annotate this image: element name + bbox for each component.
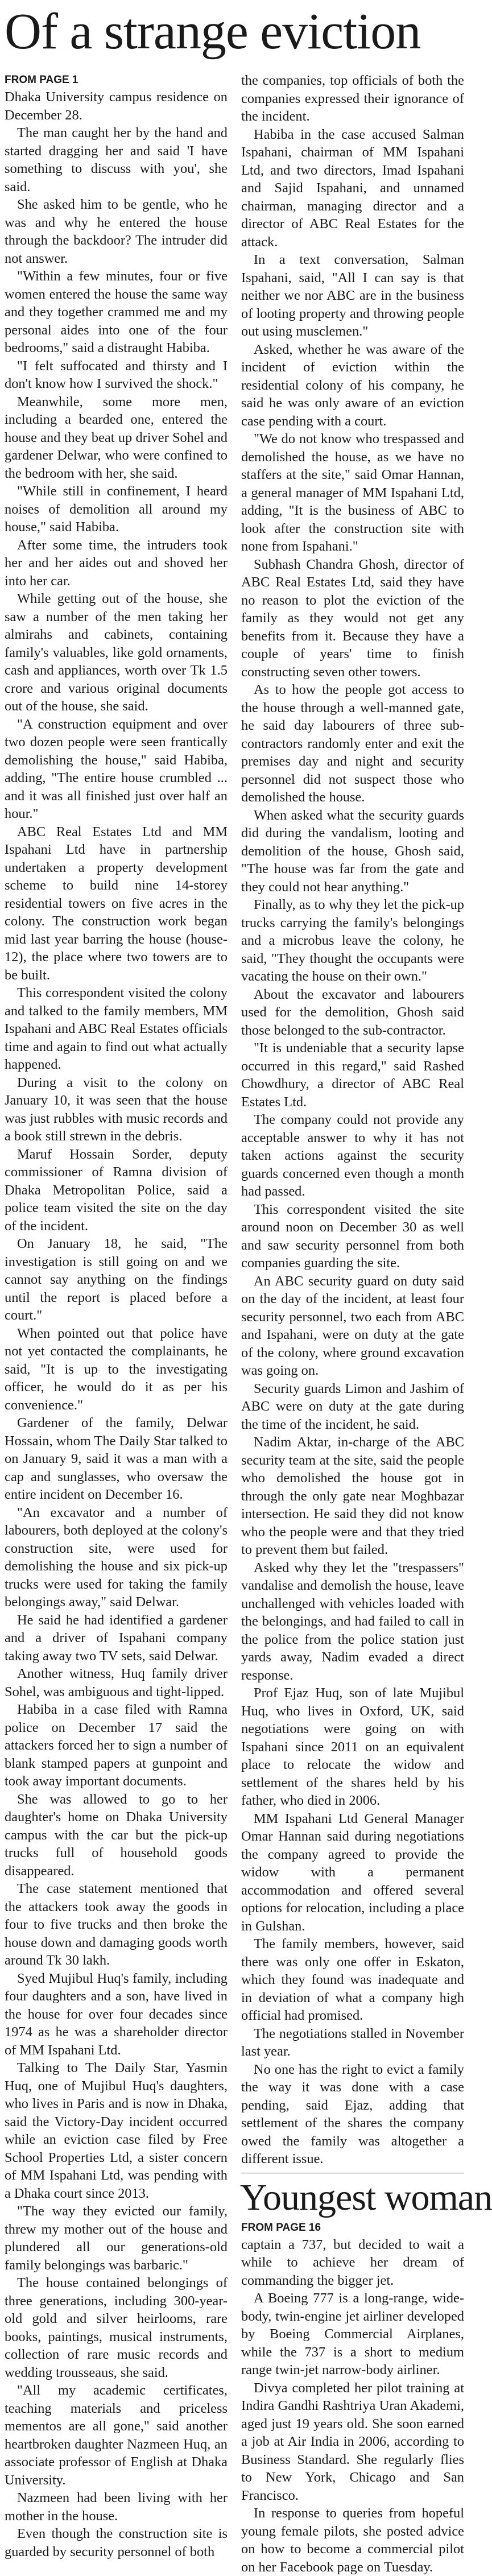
paragraph: Syed Mujibul Huq's family, including four daughters and a son, have lived in the house for over four decades since 1974 as he was a shareholder director of MM Ispahani Ltd. bbox=[5, 1970, 228, 2060]
paragraph: Habiba in the case accused Salman Ispahani, chairman of MM Ispahani Ltd, and two directors, Imad Ispahani and Sajid Ispahani, and unnamed chairman, managing director and a director of ABC Real Estates for the attack. bbox=[241, 126, 464, 251]
paragraph: "It is undeniable that a security lapse occurred in this regard," said Rashed Chowdhury, a director of ABC Real Estates Ltd. bbox=[241, 1039, 464, 1111]
paragraph: The company could not provide any acceptable answer to why it has not taken actions against the security guards concerned even though a month had passed. bbox=[241, 1111, 464, 1201]
paragraph: the companies, top officials of both the companies expressed their ignorance of the incident. bbox=[241, 72, 464, 126]
paragraph: Meanwhile, some more men, including a bearded one, entered the house and they beat up driver Sohel and gardener Delwar, who were confined to the bedroom with her, she said. bbox=[5, 393, 228, 483]
paragraph: Even though the construction site is guarded by security personnel of both bbox=[5, 2525, 228, 2561]
left-column bbox=[5, 72, 228, 2561]
paragraph: "An excavator and a number of labourers, both deployed at the colony's construction site, were used for demolishing the house and six pick-up trucks were used for taking the family belongings away," said Delwar. bbox=[5, 1504, 228, 1611]
paragraph: Nadim Aktar, in-charge of the ABC security team at the site, said the people who demolished the house got in through the only gate near Moghbazar intersection. He said they did not know who the people were and that they tried to prevent them but failed. bbox=[241, 1433, 464, 1559]
paragraph: Subhash Chandra Ghosh, director of ABC Real Estates Ltd, said they have no reason to plot the eviction of the family as they would not get any benefits from it. Because they have a couple of years' time to finish constructing seven other towers. bbox=[241, 556, 464, 681]
second-story-dateline: FROM PAGE 16 bbox=[241, 2220, 464, 2236]
paragraph: She was allowed to go to her daughter's home on Dhaka University campus with the car but the pick-up trucks full of household goods disappeared. bbox=[5, 1791, 228, 1880]
paragraph: This correspondent visited the colony and talked to the family members, MM Ispahani and ABC Real Estates officials time and again to find out what actually happened. bbox=[5, 984, 228, 1074]
left-column-body bbox=[5, 88, 228, 2561]
dateline: FROM PAGE 1 bbox=[5, 72, 228, 88]
paragraph: Gardener of the family, Delwar Hossain, whom The Daily Star talked to on January 9, said it was a man with a cap and sunglasses, who oversaw the entire incident on December 16. bbox=[5, 1414, 228, 1504]
paragraph: ABC Real Estates Ltd and MM Ispahani Ltd have in partnership undertaken a property development scheme to build nine 14-storey residential towers on five acres in the colony. The construction work began mid last year barring the house (house-12), the place where two towers are to be built. bbox=[5, 823, 228, 985]
paragraph: "The way they evicted our family, threw my mother out of the house and plundered all our generations-old family belongings was barbaric." bbox=[5, 2202, 228, 2274]
paragraph: When pointed out that police have not yet contacted the complainants, he said, "It is up to the investigating officer, he would do it as per his convenience." bbox=[5, 1325, 228, 1415]
paragraph: On January 18, he said, "The investigation is still going on and we cannot say anything on the findings until the report is placed before a court." bbox=[5, 1235, 228, 1325]
paragraph: Another witness, Huq family driver Sohel, was ambiguous and tight-lipped. bbox=[5, 1665, 228, 1701]
second-story-headline: Youngest woman bbox=[240, 2176, 464, 2220]
paragraph: Dhaka University campus residence on December 28. bbox=[5, 88, 228, 124]
paragraph: After some time, the intruders took her and her aides out and shoved her into her car. bbox=[5, 536, 228, 590]
paragraph: The case statement mentioned that the attackers took away the goods in four to five trucks and then broke the house down and damaging goods worth around Tk 30 lakh. bbox=[5, 1880, 228, 1970]
paragraph: Divya completed her pilot training at Indira Gandhi Rashtriya Uran Akademi, aged just 19 years old. She soon earned a job at Air India in 2006, according to Business Standard. She regularly flies to New York, Chicago and San Francisco. bbox=[241, 2379, 464, 2505]
paragraph: She asked him to be gentle, who he was and why he entered the house through the backdoor? The intruder did not answer. bbox=[5, 196, 228, 267]
paragraph: The man caught her by the hand and started dragging her and said 'I have something to discuss with you', she said. bbox=[5, 124, 228, 196]
paragraph: "A construction equipment and over two dozen people were seen frantically demolishing the house," said Habiba, adding, "The entire house crumbled ... and it was all finished just over half an hour." bbox=[5, 716, 228, 823]
paragraph: "Within a few minutes, four or five women entered the house the same way and they together crammed me and my personal aides into one of the four bedrooms," said a distraught Habiba. bbox=[5, 267, 228, 357]
paragraph: Nazmeen had been living with her mother in the house. bbox=[5, 2489, 228, 2525]
paragraph: Security guards Limon and Jashim of ABC were on duty at the gate during the time of the incident, he said. bbox=[241, 1380, 464, 1434]
paragraph: No one has the right to evict a family the way it was done with a case pending, said Ejaz, adding that settlement of the shares the company owed the family was altogether a different issue. bbox=[241, 2061, 464, 2168]
paragraph: A Boeing 777 is a long-range, wide-body, twin-engine jet airliner developed by Boeing Commercial Airplanes, while the 737 is a short to medium range twin-jet narrow-body airliner. bbox=[241, 2289, 464, 2379]
paragraph: In response to queries from hopeful young female pilots, she posted advice on how to become a commercial pilot on her Facebook page on Tuesday. bbox=[241, 2504, 464, 2576]
paragraph: During a visit to the colony on January 10, it was seen that the house was just rubbles with music records and a book still strewn in the debris. bbox=[5, 1074, 228, 1146]
right-column bbox=[241, 72, 464, 2576]
paragraph: "I felt suffocated and thirsty and I don't know how I survived the shock." bbox=[5, 357, 228, 393]
paragraph: While getting out of the house, she saw a number of the men taking her almirahs and cabinets, containing family's valuables, like gold ornaments, cash and appliances, worth over Tk 1.5 crore and various original documents out of the house, she said. bbox=[5, 590, 228, 716]
paragraph: Habiba in a case filed with Ramna police on December 17 said the attackers forced her to sign a number of blank stamped papers at gunpoint and took away important documents. bbox=[5, 1701, 228, 1791]
second-story-body bbox=[241, 2236, 464, 2576]
paragraph: Talking to The Daily Star, Yasmin Huq, one of Mujibul Huq's daughters, who lives in Paris and is now in Dhaka, said the Victory-Day incident occurred while an eviction case filed by Free School Properties Ltd, a sister concern of MM Ispahani Ltd, was pending with a Dhaka court since 2013. bbox=[5, 2059, 228, 2202]
paragraph: Prof Ejaz Huq, son of late Mujibul Huq, who lives in Oxford, UK, said negotiations were going on with Ispahani since 2011 on an equivalent place to relocate the widow and settlement of the shares held by his father, who died in 2006. bbox=[241, 1684, 464, 1810]
paragraph: "All my academic certificates, teaching materials and priceless mementos are all gone," said another heartbroken daughter Nazmeen Huq, an associate professor of English at Dhaka University. bbox=[5, 2381, 228, 2489]
paragraph: Asked, whether he was aware of the incident of eviction within the residential colony of his company, he said he was only aware of an eviction case pending with a court. bbox=[241, 341, 464, 431]
paragraph: About the excavator and labourers used for the demolition, Ghosh said those belonged to the sub-contractor. bbox=[241, 986, 464, 1040]
paragraph: In a text conversation, Salman Ispahani, said, "All I can say is that neither we nor ABC are in the business of looting property and throwing people out using musclemen." bbox=[241, 251, 464, 341]
paragraph: Maruf Hossain Sorder, deputy commissioner of Ramna division of Dhaka Metropolitan Police, said a police team visited the site on the day of the incident. bbox=[5, 1146, 228, 1235]
paragraph: As to how the people got access to the house through a well-manned gate, he said day labourers of three sub-contractors randomly enter and exit the premises day and night and security personnel did not suspect those who demolished the house. bbox=[241, 681, 464, 807]
paragraph: The house contained belongings of three generations, including 300-year-old gold and silver heirlooms, rare books, paintings, musical instruments, collection of rare music records and wedding trousseaus, she said. bbox=[5, 2274, 228, 2381]
paragraph: captain a 737, but decided to wait a while to achieve her dream of commanding the bigger jet. bbox=[241, 2236, 464, 2290]
paragraph: This correspondent visited the site around noon on December 30 as well and saw security personnel from both companies guarding the site. bbox=[241, 1201, 464, 1272]
paragraph: "While still in confinement, I heard noises of demolition all around my house," said Habiba. bbox=[5, 482, 228, 536]
right-column-body bbox=[241, 72, 464, 2168]
paragraph: An ABC security guard on duty said on the day of the incident, at least four security personnel, two each from ABC and Ispahani, were on duty at the gate of the colony, where ground excavation was going on. bbox=[241, 1272, 464, 1380]
paragraph: Finally, as to why they let the pick-up trucks carrying the family's belongings and a microbus leave the colony, he said, "They thought the occupants were vacating the house on their own." bbox=[241, 896, 464, 986]
headline: Of a strange eviction bbox=[5, 1, 420, 63]
paragraph: The family members, however, said there was only one offer in Eskaton, which they found was inadequate and in deviation of what a company high official had promised. bbox=[241, 1935, 464, 2025]
paragraph: Asked why they let the "trespassers" vandalise and demolish the house, leave unchallenged with vehicles loaded with the belongings, and had failed to call in the police from the police station just yards away, Nadim evaded a direct response. bbox=[241, 1559, 464, 1685]
paragraph: The negotiations stalled in November last year. bbox=[241, 2025, 464, 2061]
paragraph: "We do not know who trespassed and demolished the house, as we have no staffers at the site," said Omar Hannan, a general manager of MM Ispahani Ltd, adding, "It is the business of ABC to look after the construction site with none from Ispahani." bbox=[241, 430, 464, 556]
paragraph: When asked what the security guards did during the vandalism, looting and demolition of the house, Ghosh said, "The house was far from the gate and they could not hear anything." bbox=[241, 807, 464, 896]
paragraph: MM Ispahani Ltd General Manager Omar Hannan said during negotiations the company agreed to provide the widow with a permanent accommodation and offered several options for relocation, including a place in Gulshan. bbox=[241, 1810, 464, 1936]
paragraph: He said he had identified a gardener and a driver of Ispahani company taking away two TV sets, said Delwar. bbox=[5, 1611, 228, 1665]
